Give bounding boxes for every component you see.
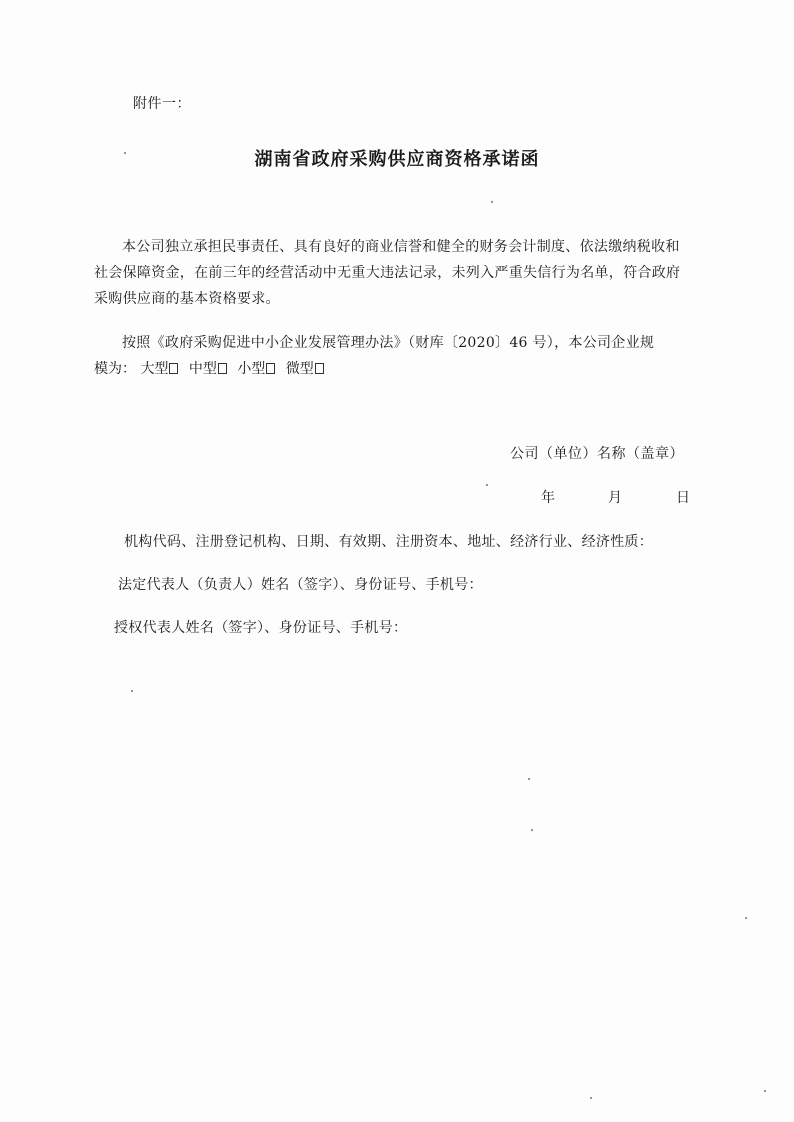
scale-option-small[interactable] — [237, 361, 281, 377]
checkbox-icon[interactable] — [218, 363, 227, 374]
org-info-field: 机构代码、注册登记机构、日期、有效期、注册资本、地址、经济行业、经济性质： — [124, 534, 654, 550]
scan-speck — [486, 484, 488, 486]
commitment-paragraph: 本公司独立承担民事责任、具有良好的商业信誉和健全的财务会计制度、依法缴纳税收和社会保障资金，在前三年的经营活动中无重大违法记录，未列入严重失信行为名单，符合政府采购供应商的基本资格要求。 — [94, 239, 681, 307]
scan-speck — [124, 152, 126, 154]
scale-option-medium[interactable] — [189, 361, 233, 377]
scale-prefix: 模为： — [94, 361, 136, 377]
date-year-label: 年 — [541, 490, 555, 506]
checkbox-icon[interactable] — [169, 363, 178, 374]
scale-option-label: 中型 — [188, 361, 217, 377]
authorized-rep-field: 授权代表人姓名（签字）、身份证号、手机号： — [114, 620, 408, 636]
scale-option-micro[interactable] — [286, 361, 330, 377]
legal-rep-field: 法定代表人（负责人）姓名（签字）、身份证号、手机号： — [118, 577, 483, 593]
enterprise-scale-paragraph: 按照《政府采购促进中小企业发展管理办法》（财库〔2020〕46 号），本公司企业规 — [122, 335, 655, 351]
attachment-label: 附件一： — [133, 96, 191, 112]
date-day-label: 日 — [676, 490, 690, 506]
scale-option-label: 微型 — [285, 361, 314, 377]
scan-speck — [491, 201, 493, 203]
scale-option-label: 小型 — [237, 361, 266, 377]
scan-speck — [745, 917, 747, 919]
date-month-label: 月 — [608, 490, 622, 506]
scan-speck — [528, 778, 530, 780]
scale-option-label: 大型 — [140, 361, 169, 377]
scale-option-large[interactable] — [140, 361, 184, 377]
checkbox-icon[interactable] — [315, 363, 324, 374]
scan-speck — [131, 690, 133, 692]
scan-speck — [764, 1090, 766, 1092]
scan-speck — [531, 829, 533, 831]
scan-speck — [590, 1097, 592, 1099]
enterprise-scale-options — [94, 356, 330, 382]
checkbox-icon[interactable] — [266, 363, 275, 374]
company-name-label: 公司（单位）名称（盖章） — [510, 446, 684, 462]
document-title: 湖南省政府采购供应商资格承诺函 — [254, 149, 540, 170]
